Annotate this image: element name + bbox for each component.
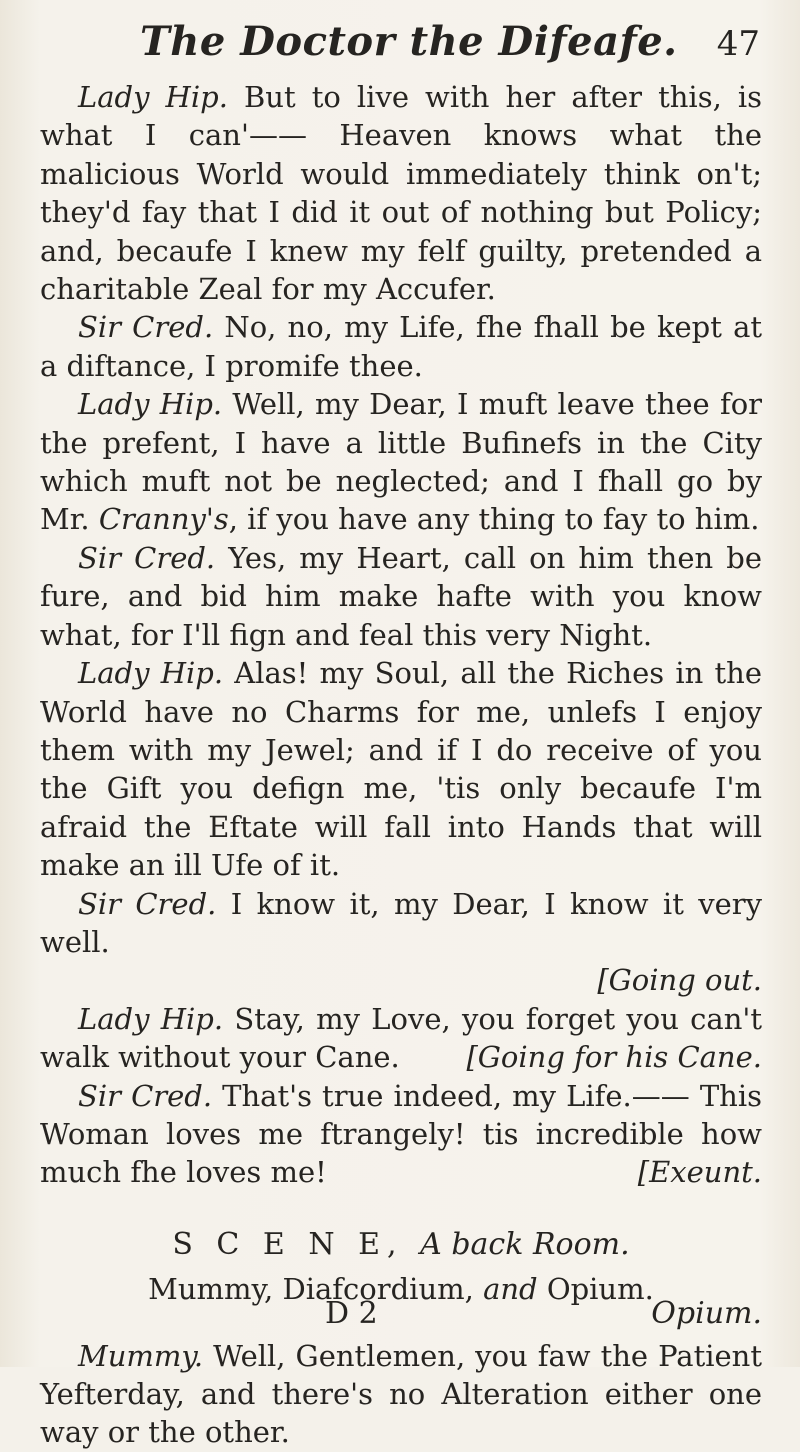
speech-text: Well, my Dear, I muft leave thee for the prefent, I have a little Bufinefs in the City which muft not be neglected; and I fhall go by Mr. bbox=[40, 387, 763, 537]
scene-heading bbox=[40, 1226, 762, 1264]
speaker-name: Lady Hip. bbox=[78, 80, 228, 114]
speech bbox=[40, 1000, 762, 1077]
speaker-name: Sir Cred. bbox=[78, 1078, 213, 1113]
speaker-name: Sir Cred. bbox=[78, 540, 216, 575]
page-header bbox=[140, 18, 760, 74]
page-footer bbox=[40, 1296, 762, 1340]
speech bbox=[40, 78, 762, 308]
stage-direction: [Going for his Cane. bbox=[466, 1040, 762, 1075]
stage-direction: [Going out. bbox=[597, 963, 762, 998]
scene-label: S C E N E, bbox=[172, 1226, 404, 1262]
cast-names: Opium. bbox=[546, 1272, 654, 1307]
speaker-name: Lady Hip. bbox=[78, 387, 223, 422]
speech-text: I know it, my Dear, I know it very well. bbox=[40, 886, 763, 959]
signature-mark: D 2 bbox=[325, 1296, 378, 1331]
speaker-name: Sir Cred. bbox=[78, 310, 214, 345]
speech bbox=[40, 385, 762, 539]
speaker-name: Lady Hip. bbox=[78, 1001, 224, 1036]
speech-text: No, no, my Life, fhe fhall be kept at a diftance, I promife thee. bbox=[40, 310, 763, 383]
speech bbox=[40, 1337, 762, 1452]
speech bbox=[40, 885, 762, 1000]
speech-text: , if you have any thing to fay to him. bbox=[228, 502, 760, 537]
running-title: The Doctor the Difeafe. bbox=[140, 18, 678, 65]
speaker-name: Mummy. bbox=[78, 1338, 204, 1373]
cast-conjunction: and bbox=[483, 1272, 538, 1307]
scene-location: A back Room. bbox=[420, 1226, 630, 1262]
speech bbox=[40, 308, 762, 385]
body-text bbox=[40, 78, 762, 1452]
speech-text: Well, Gentlemen, you faw the Patient Yefterday, and there's no Alteration either one way or the other. bbox=[40, 1338, 762, 1450]
speech-text: Yes, my Heart, call on him then be fure, and bid him make hafte with you know what, for I'll fign and feal this very Night. bbox=[40, 540, 763, 652]
cast-names: Mummy, Diafcordium, bbox=[148, 1272, 474, 1307]
speaker-name: Sir Cred. bbox=[78, 886, 217, 921]
speech-text: But to live with her after this, is what I can'—— Heaven knows what the malicious World would immediately think on't; they'd fay that I did it out of nothing but Policy; and, becaufe I knew my felf guilty, pretended a charitable Zeal for my Accufer. bbox=[40, 80, 763, 307]
character-name: Cranny's bbox=[98, 502, 229, 537]
speech-text: Stay, my Love, you forget you can't walk without your Cane. bbox=[40, 1001, 763, 1075]
speech bbox=[40, 654, 762, 884]
catchword: Opium. bbox=[651, 1296, 762, 1331]
stage-direction: [Exeunt. bbox=[637, 1155, 762, 1190]
speech-text: That's true indeed, my Life.—— This Woman loves me ftrangely! tis incredible how much fhe loves me! bbox=[40, 1078, 763, 1190]
speaker-name: Lady Hip. bbox=[78, 656, 224, 691]
speech bbox=[40, 539, 762, 654]
page-number: 47 bbox=[716, 24, 760, 64]
speech bbox=[40, 1077, 762, 1192]
speech-text: Alas! my Soul, all the Riches in the World have no Charms for me, unlefs I enjoy them with my Jewel; and if I do receive of you the Gift you defign me, 'tis only becaufe I'm afraid the Eftate will fall into Hands that will make an ill Ufe of it. bbox=[40, 656, 763, 883]
